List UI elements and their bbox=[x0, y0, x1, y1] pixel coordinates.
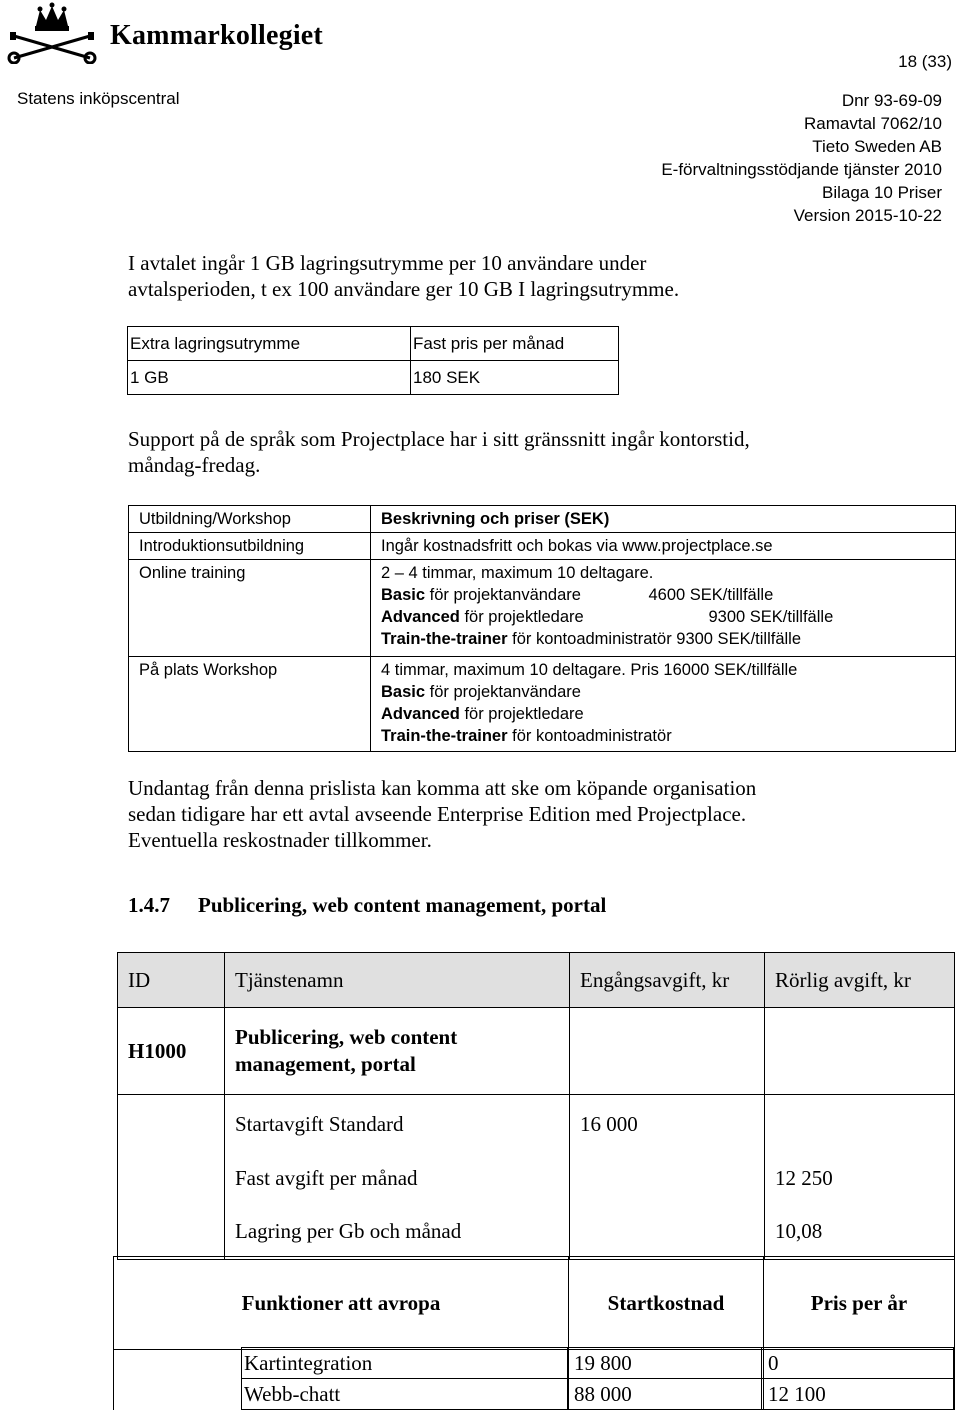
table-header-cell: Pris per år bbox=[764, 1257, 955, 1350]
fee-name: Fast avgift per månad bbox=[235, 1152, 569, 1206]
supplier-line: Tieto Sweden AB bbox=[661, 135, 942, 158]
header-text: Utbildning/Workshop bbox=[139, 506, 370, 532]
level-audience: för projektanvändare bbox=[425, 683, 581, 701]
level-audience: för kontoadministratör bbox=[508, 727, 672, 745]
brand-name: Kammarkollegiet bbox=[110, 20, 323, 52]
training-name: Introduktionsutbildning bbox=[139, 533, 370, 559]
storage-price-table bbox=[127, 326, 619, 395]
paragraph-line: måndag-fredag. bbox=[128, 452, 750, 478]
dnr-line: Dnr 93-69-09 bbox=[661, 89, 942, 112]
table-header-cell: Tjänstenamn bbox=[225, 953, 570, 1008]
recurring-fee: 12 250 bbox=[775, 1152, 954, 1206]
paragraph-line: Eventuella reskostnader tillkommer. bbox=[128, 827, 756, 853]
one-time-fees-cell bbox=[570, 1095, 765, 1260]
table-cell bbox=[129, 657, 371, 752]
exception-paragraph bbox=[128, 775, 756, 853]
level-audience: för projektledare bbox=[460, 705, 584, 723]
storage-intro-paragraph bbox=[128, 250, 679, 302]
table-cell bbox=[570, 1008, 765, 1095]
recurring-fees-cell bbox=[765, 1095, 955, 1260]
support-paragraph bbox=[128, 426, 750, 478]
page-number: 18 (33) bbox=[898, 52, 952, 72]
description-line: 4 timmar, maximum 10 deltagare. Pris 16000 SEK/tillfälle bbox=[381, 659, 955, 681]
table-cell bbox=[129, 533, 371, 560]
paragraph-line: Support på de språk som Projectplace har i sitt gränssnitt ingår kontorstid, bbox=[128, 426, 750, 452]
service-name-line: Publicering, web content bbox=[235, 1024, 569, 1051]
level-name: Basic bbox=[381, 683, 425, 701]
training-description: Ingår kostnadsfritt och bokas via www.projectplace.se bbox=[381, 533, 955, 559]
paragraph-line: Undantag från denna prislista kan komma att ske om köpande organisation bbox=[128, 775, 756, 801]
document-meta bbox=[661, 89, 942, 227]
ramavtal-line: Ramavtal 7062/10 bbox=[661, 112, 942, 135]
fee-name: Lagring per Gb och månad bbox=[235, 1205, 569, 1259]
table-cell: 1 GB bbox=[128, 361, 411, 395]
table-cell: 180 SEK bbox=[411, 361, 619, 395]
kammarkollegiet-logo bbox=[6, 2, 306, 64]
function-name: Webb-chatt bbox=[242, 1379, 568, 1410]
table-cell bbox=[129, 560, 371, 657]
recurring-fee bbox=[775, 1098, 954, 1152]
level-price: 9300 SEK/tillfälle bbox=[709, 606, 834, 628]
paragraph-line: sedan tidigare har ett avtal avseende Enterprise Edition med Projectplace. bbox=[128, 801, 756, 827]
section-number: 1.4.7 bbox=[128, 893, 198, 918]
section-heading bbox=[128, 893, 606, 918]
section-title: Publicering, web content management, portal bbox=[198, 893, 606, 917]
level-price: 4600 SEK/tillfälle bbox=[649, 584, 774, 606]
description-line bbox=[381, 628, 955, 650]
paragraph-line: avtalsperioden, t ex 100 användare ger 10 GB I lagringsutrymme. bbox=[128, 276, 679, 302]
function-name: Kartintegration bbox=[242, 1348, 568, 1379]
level-name: Advanced bbox=[381, 705, 460, 723]
level-name: Train-the-trainer bbox=[381, 727, 508, 745]
table-header-cell bbox=[371, 506, 956, 533]
appendix-line: Bilaga 10 Priser bbox=[661, 181, 942, 204]
table-cell bbox=[371, 657, 956, 752]
description-line bbox=[381, 584, 955, 606]
function-yearly-price: 12 100 bbox=[762, 1379, 954, 1410]
paragraph-line: I avtalet ingår 1 GB lagringsutrymme per 10 användare under bbox=[128, 250, 679, 276]
table-cell bbox=[371, 560, 956, 657]
description-line bbox=[381, 606, 955, 628]
level-name: Advanced bbox=[381, 608, 460, 626]
version-line: Version 2015-10-22 bbox=[661, 204, 942, 227]
organization-name: Statens inköpscentral bbox=[17, 89, 180, 109]
table-header-cell: Rörlig avgift, kr bbox=[765, 953, 955, 1008]
one-time-fee: 16 000 bbox=[580, 1098, 764, 1152]
table-header-cell: Extra lagringsutrymme bbox=[128, 327, 411, 361]
fee-names-cell bbox=[225, 1095, 570, 1260]
description-line: 2 – 4 timmar, maximum 10 deltagare. bbox=[381, 562, 955, 584]
agreement-line: E-förvaltningsstödjande tjänster 2010 bbox=[661, 158, 942, 181]
service-name-line: management, portal bbox=[235, 1051, 569, 1078]
training-name: På plats Workshop bbox=[139, 659, 370, 681]
table-header-cell bbox=[129, 506, 371, 533]
function-start-cost: 88 000 bbox=[568, 1379, 762, 1410]
table-header-cell: ID bbox=[118, 953, 225, 1008]
level-name: Train-the-trainer bbox=[381, 630, 508, 648]
level-audience: för projektanvändare bbox=[425, 586, 581, 604]
table-header-cell: Engångsavgift, kr bbox=[570, 953, 765, 1008]
functions-rows bbox=[241, 1347, 954, 1410]
functions-row-grid bbox=[241, 1347, 954, 1410]
service-name-cell bbox=[225, 1008, 570, 1095]
fee-name: Startavgift Standard bbox=[235, 1098, 569, 1152]
table-header-cell: Fast pris per månad bbox=[411, 327, 619, 361]
service-price-table bbox=[117, 952, 955, 1260]
table-cell bbox=[371, 533, 956, 560]
function-start-cost: 19 800 bbox=[568, 1348, 762, 1379]
training-name: Online training bbox=[139, 562, 370, 584]
table-cell bbox=[118, 1095, 225, 1260]
training-table bbox=[128, 505, 956, 752]
recurring-fee: 10,08 bbox=[775, 1205, 954, 1259]
header-text: Beskrivning och priser (SEK) bbox=[381, 506, 955, 532]
level-audience: för projektledare bbox=[460, 608, 584, 626]
service-id-cell: H1000 bbox=[118, 1008, 225, 1095]
table-header-cell: Funktioner att avropa bbox=[114, 1257, 569, 1350]
description-line bbox=[381, 681, 955, 703]
table-cell bbox=[765, 1008, 955, 1095]
level-name: Basic bbox=[381, 586, 425, 604]
description-line bbox=[381, 725, 955, 747]
function-yearly-price: 0 bbox=[762, 1348, 954, 1379]
crown-keys-icon bbox=[6, 2, 106, 64]
level-audience: för kontoadministratör 9300 SEK/tillfälle bbox=[508, 630, 801, 648]
table-header-cell: Startkostnad bbox=[569, 1257, 764, 1350]
description-line bbox=[381, 703, 955, 725]
